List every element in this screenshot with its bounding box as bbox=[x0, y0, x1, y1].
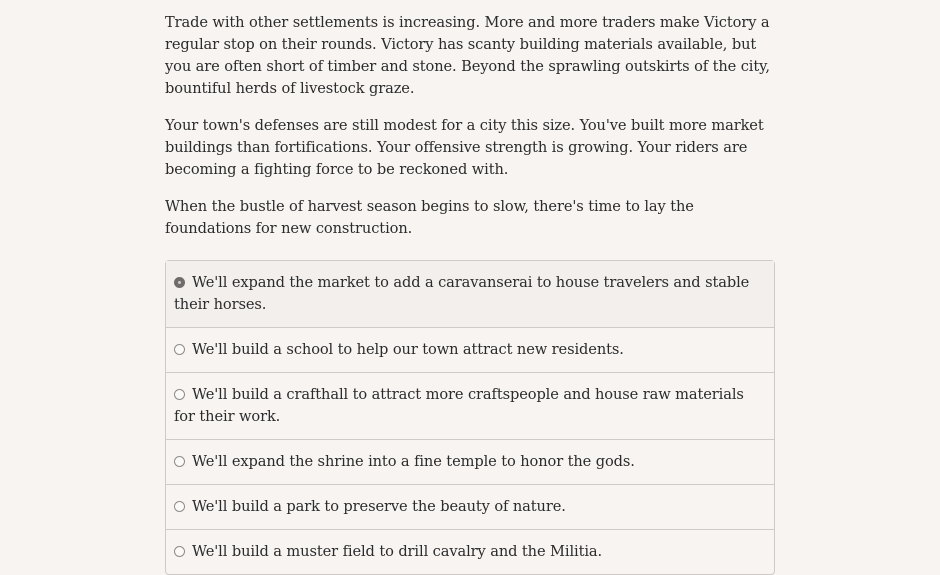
choice-label: We'll build a crafthall to attract more craftspeople and house raw materials for their work. bbox=[174, 386, 744, 425]
radio-empty-icon[interactable] bbox=[174, 344, 185, 355]
radio-selected-icon[interactable] bbox=[174, 277, 185, 288]
radio-empty-icon[interactable] bbox=[174, 501, 185, 512]
choice-option-park[interactable] bbox=[166, 484, 774, 529]
choice-label: We'll expand the shrine into a fine temple to honor the gods. bbox=[192, 453, 635, 470]
choice-option-temple[interactable] bbox=[166, 439, 774, 484]
choice-option-caravanserai[interactable] bbox=[166, 261, 774, 327]
choice-option-muster-field[interactable] bbox=[166, 529, 774, 574]
story-paragraph-2: Your town's defenses are still modest for a city this size. You've built more market buildings than fortifications. Your offensive strength is growing. Your riders are becoming a fighting force to be reckoned with. bbox=[165, 117, 764, 178]
radio-empty-icon[interactable] bbox=[174, 389, 185, 400]
choice-label: We'll build a muster field to drill cavalry and the Militia. bbox=[192, 543, 603, 560]
choice-list bbox=[165, 260, 775, 575]
choice-option-crafthall[interactable] bbox=[166, 372, 774, 439]
choice-label: We'll expand the market to add a caravanserai to house travelers and stable their horses. bbox=[174, 274, 750, 313]
choice-label: We'll build a school to help our town attract new residents. bbox=[192, 341, 624, 358]
story-paragraph-1: Trade with other settlements is increasing. More and more traders make Victory a regular stop on their rounds. Victory has scanty building materials available, but you are often short of timber and stone. Beyond the sprawling outskirts of the city, bountiful herds of livestock graze. bbox=[165, 14, 770, 97]
choice-label: We'll build a park to preserve the beauty of nature. bbox=[192, 498, 566, 515]
story-content bbox=[165, 12, 775, 575]
radio-empty-icon[interactable] bbox=[174, 546, 185, 557]
story-paragraph-3: When the bustle of harvest season begins to slow, there's time to lay the foundations for new construction. bbox=[165, 198, 694, 237]
radio-empty-icon[interactable] bbox=[174, 456, 185, 467]
choice-option-school[interactable] bbox=[166, 327, 774, 372]
